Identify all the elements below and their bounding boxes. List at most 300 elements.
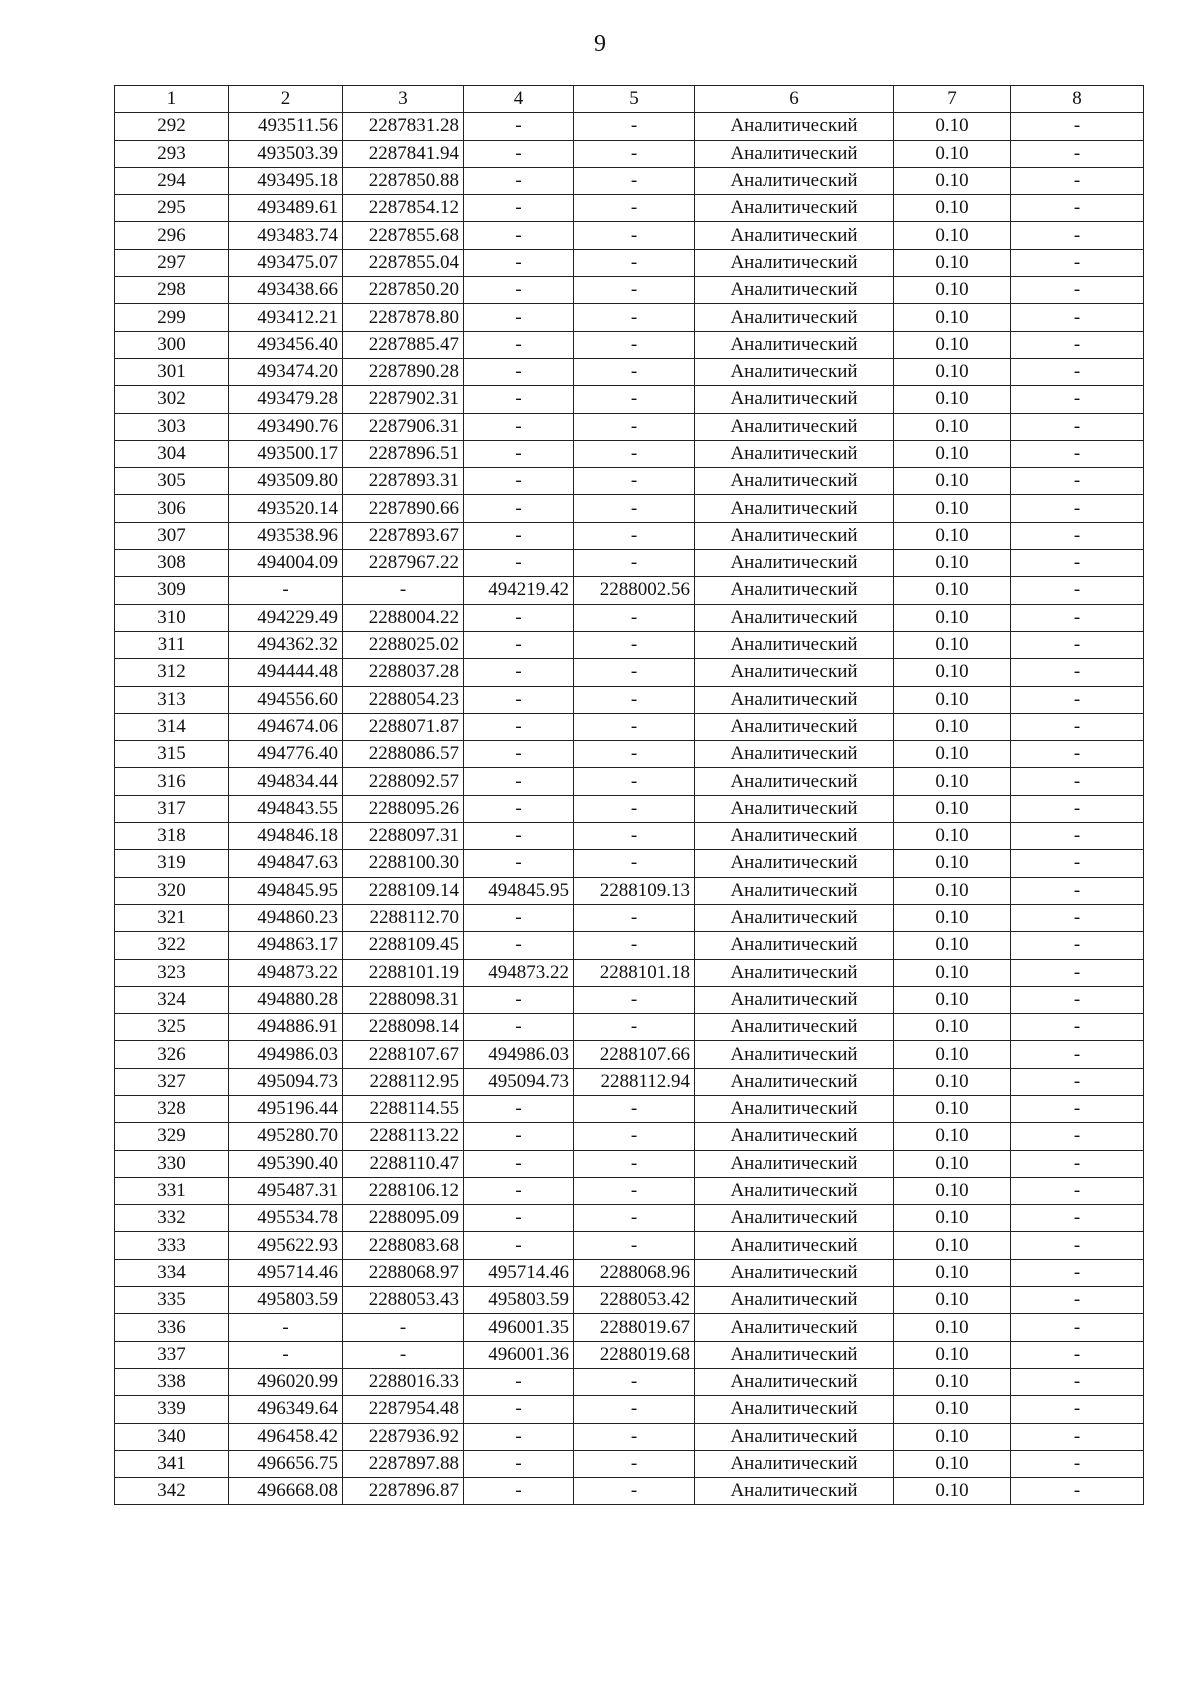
table-cell-col-5: - bbox=[574, 222, 695, 249]
table-row bbox=[115, 768, 1144, 795]
table-cell-col-2: 493489.61 bbox=[229, 195, 343, 222]
table-cell-col-3: 2287890.66 bbox=[343, 495, 464, 522]
table-cell-col-5: - bbox=[574, 1095, 695, 1122]
table-cell-col-7: 0.10 bbox=[894, 1396, 1011, 1423]
table-row bbox=[115, 1368, 1144, 1395]
table-cell-col-1: 336 bbox=[115, 1314, 229, 1341]
table-cell-col-8: - bbox=[1011, 249, 1144, 276]
table-cell-col-2: 495280.70 bbox=[229, 1123, 343, 1150]
table-cell-col-7: 0.10 bbox=[894, 577, 1011, 604]
table-cell-col-2: 493538.96 bbox=[229, 522, 343, 549]
table-cell-col-4: - bbox=[464, 631, 574, 658]
table-cell-col-4: 495714.46 bbox=[464, 1259, 574, 1286]
table-cell-col-1: 309 bbox=[115, 577, 229, 604]
table-cell-col-7: 0.10 bbox=[894, 850, 1011, 877]
table-cell-col-7: 0.10 bbox=[894, 604, 1011, 631]
table-cell-col-8: - bbox=[1011, 1123, 1144, 1150]
table-cell-col-4: - bbox=[464, 195, 574, 222]
table-cell-col-6: Аналитический bbox=[695, 1450, 894, 1477]
table-cell-col-8: - bbox=[1011, 577, 1144, 604]
table-cell-col-7: 0.10 bbox=[894, 550, 1011, 577]
table-cell-col-2: 494847.63 bbox=[229, 850, 343, 877]
table-cell-col-8: - bbox=[1011, 1232, 1144, 1259]
table-cell-col-5: - bbox=[574, 195, 695, 222]
table-cell-col-6: Аналитический bbox=[695, 659, 894, 686]
table-cell-col-1: 317 bbox=[115, 795, 229, 822]
table-cell-col-3: 2288054.23 bbox=[343, 686, 464, 713]
table-cell-col-5: - bbox=[574, 795, 695, 822]
table-cell-col-7: 0.10 bbox=[894, 741, 1011, 768]
table-cell-col-8: - bbox=[1011, 959, 1144, 986]
table-row bbox=[115, 932, 1144, 959]
table-cell-col-6: Аналитический bbox=[695, 932, 894, 959]
table-cell-col-2: 493500.17 bbox=[229, 440, 343, 467]
table-cell-col-5: - bbox=[574, 604, 695, 631]
table-cell-col-4: - bbox=[464, 140, 574, 167]
table-cell-col-8: - bbox=[1011, 222, 1144, 249]
table-cell-col-4: - bbox=[464, 1123, 574, 1150]
table-cell-col-2: 494556.60 bbox=[229, 686, 343, 713]
table-cell-col-5: - bbox=[574, 522, 695, 549]
table-cell-col-4: - bbox=[464, 904, 574, 931]
table-row bbox=[115, 1423, 1144, 1450]
table-cell-col-8: - bbox=[1011, 1396, 1144, 1423]
table-row bbox=[115, 1341, 1144, 1368]
table-row bbox=[115, 113, 1144, 140]
table-cell-col-1: 328 bbox=[115, 1095, 229, 1122]
table-cell-col-3: 2288109.14 bbox=[343, 877, 464, 904]
table-cell-col-7: 0.10 bbox=[894, 304, 1011, 331]
table-cell-col-1: 333 bbox=[115, 1232, 229, 1259]
table-cell-col-5: - bbox=[574, 495, 695, 522]
table-row bbox=[115, 795, 1144, 822]
table-cell-col-2: 495196.44 bbox=[229, 1095, 343, 1122]
table-cell-col-6: Аналитический bbox=[695, 550, 894, 577]
table-cell-col-7: 0.10 bbox=[894, 1478, 1011, 1505]
table-cell-col-4: - bbox=[464, 932, 574, 959]
table-cell-col-4: 494219.42 bbox=[464, 577, 574, 604]
table-cell-col-4: 496001.36 bbox=[464, 1341, 574, 1368]
table-cell-col-1: 342 bbox=[115, 1478, 229, 1505]
table-cell-col-1: 318 bbox=[115, 823, 229, 850]
table-cell-col-1: 302 bbox=[115, 386, 229, 413]
table-cell-col-4: 495803.59 bbox=[464, 1287, 574, 1314]
table-cell-col-3: 2287902.31 bbox=[343, 386, 464, 413]
table-cell-col-1: 327 bbox=[115, 1068, 229, 1095]
table-cell-col-4: - bbox=[464, 604, 574, 631]
table-cell-col-8: - bbox=[1011, 468, 1144, 495]
table-cell-col-2: - bbox=[229, 577, 343, 604]
table-cell-col-3: 2287896.87 bbox=[343, 1478, 464, 1505]
header-cell-5: 5 bbox=[574, 86, 695, 113]
table-cell-col-2: 496668.08 bbox=[229, 1478, 343, 1505]
table-cell-col-3: 2287897.88 bbox=[343, 1450, 464, 1477]
table-cell-col-3: 2288100.30 bbox=[343, 850, 464, 877]
table-cell-col-5: - bbox=[574, 1396, 695, 1423]
table-cell-col-2: 496458.42 bbox=[229, 1423, 343, 1450]
table-cell-col-7: 0.10 bbox=[894, 1205, 1011, 1232]
table-cell-col-1: 308 bbox=[115, 550, 229, 577]
table-row bbox=[115, 959, 1144, 986]
table-cell-col-8: - bbox=[1011, 932, 1144, 959]
table-cell-col-7: 0.10 bbox=[894, 631, 1011, 658]
table-cell-col-4: - bbox=[464, 713, 574, 740]
table-cell-col-8: - bbox=[1011, 413, 1144, 440]
table-cell-col-5: - bbox=[574, 631, 695, 658]
table-cell-col-4: - bbox=[464, 686, 574, 713]
header-cell-6: 6 bbox=[695, 86, 894, 113]
table-cell-col-3: 2287850.20 bbox=[343, 277, 464, 304]
table-cell-col-4: - bbox=[464, 277, 574, 304]
table-cell-col-5: - bbox=[574, 1423, 695, 1450]
table-cell-col-7: 0.10 bbox=[894, 1123, 1011, 1150]
table-cell-col-4: - bbox=[464, 1232, 574, 1259]
table-row bbox=[115, 1095, 1144, 1122]
table-cell-col-6: Аналитический bbox=[695, 304, 894, 331]
table-cell-col-6: Аналитический bbox=[695, 1478, 894, 1505]
table-cell-col-2: 494444.48 bbox=[229, 659, 343, 686]
table-cell-col-7: 0.10 bbox=[894, 986, 1011, 1013]
table-cell-col-5: 2288068.96 bbox=[574, 1259, 695, 1286]
table-row bbox=[115, 413, 1144, 440]
table-cell-col-1: 323 bbox=[115, 959, 229, 986]
table-cell-col-2: 493479.28 bbox=[229, 386, 343, 413]
table-cell-col-4: - bbox=[464, 768, 574, 795]
table-cell-col-2: 493511.56 bbox=[229, 113, 343, 140]
table-cell-col-2: 493456.40 bbox=[229, 331, 343, 358]
table-cell-col-6: Аналитический bbox=[695, 1232, 894, 1259]
table-cell-col-5: - bbox=[574, 386, 695, 413]
table-cell-col-2: 495487.31 bbox=[229, 1177, 343, 1204]
table-cell-col-4: - bbox=[464, 386, 574, 413]
table-cell-col-6: Аналитический bbox=[695, 495, 894, 522]
table-cell-col-5: - bbox=[574, 304, 695, 331]
table-cell-col-5: 2288019.68 bbox=[574, 1341, 695, 1368]
table-cell-col-3: 2287831.28 bbox=[343, 113, 464, 140]
table-cell-col-6: Аналитический bbox=[695, 986, 894, 1013]
table-cell-col-4: - bbox=[464, 1014, 574, 1041]
table-cell-col-7: 0.10 bbox=[894, 1450, 1011, 1477]
table-cell-col-6: Аналитический bbox=[695, 331, 894, 358]
table-cell-col-2: 493490.76 bbox=[229, 413, 343, 440]
table-row bbox=[115, 1478, 1144, 1505]
table-cell-col-4: 495094.73 bbox=[464, 1068, 574, 1095]
header-row bbox=[115, 86, 1144, 113]
table-cell-col-3: 2288097.31 bbox=[343, 823, 464, 850]
table-cell-col-8: - bbox=[1011, 195, 1144, 222]
table-cell-col-2: 494776.40 bbox=[229, 741, 343, 768]
table-row bbox=[115, 1450, 1144, 1477]
table-row bbox=[115, 1068, 1144, 1095]
table-cell-col-5: - bbox=[574, 659, 695, 686]
table-cell-col-8: - bbox=[1011, 495, 1144, 522]
table-cell-col-7: 0.10 bbox=[894, 440, 1011, 467]
table-row bbox=[115, 440, 1144, 467]
table-cell-col-3: 2287906.31 bbox=[343, 413, 464, 440]
table-cell-col-4: 494873.22 bbox=[464, 959, 574, 986]
table-cell-col-8: - bbox=[1011, 823, 1144, 850]
table-cell-col-8: - bbox=[1011, 741, 1144, 768]
table-cell-col-2: 494674.06 bbox=[229, 713, 343, 740]
table-cell-col-2: 493412.21 bbox=[229, 304, 343, 331]
table-cell-col-8: - bbox=[1011, 331, 1144, 358]
table-cell-col-3: 2287890.28 bbox=[343, 358, 464, 385]
table-cell-col-3: 2288025.02 bbox=[343, 631, 464, 658]
table-cell-col-4: - bbox=[464, 1450, 574, 1477]
table-cell-col-1: 326 bbox=[115, 1041, 229, 1068]
table-cell-col-2: 494863.17 bbox=[229, 932, 343, 959]
table-cell-col-1: 310 bbox=[115, 604, 229, 631]
table-cell-col-6: Аналитический bbox=[695, 1068, 894, 1095]
table-cell-col-5: - bbox=[574, 1232, 695, 1259]
table-cell-col-1: 330 bbox=[115, 1150, 229, 1177]
table-row bbox=[115, 195, 1144, 222]
table-cell-col-7: 0.10 bbox=[894, 659, 1011, 686]
table-cell-col-2: 493509.80 bbox=[229, 468, 343, 495]
table-cell-col-5: - bbox=[574, 440, 695, 467]
table-cell-col-1: 314 bbox=[115, 713, 229, 740]
table-cell-col-8: - bbox=[1011, 1478, 1144, 1505]
table-cell-col-6: Аналитический bbox=[695, 713, 894, 740]
table-cell-col-8: - bbox=[1011, 659, 1144, 686]
table-cell-col-2: 494873.22 bbox=[229, 959, 343, 986]
table-cell-col-5: - bbox=[574, 768, 695, 795]
table-row bbox=[115, 604, 1144, 631]
table-row bbox=[115, 1205, 1144, 1232]
table-cell-col-6: Аналитический bbox=[695, 904, 894, 931]
table-cell-col-4: - bbox=[464, 659, 574, 686]
table-cell-col-1: 307 bbox=[115, 522, 229, 549]
table-cell-col-8: - bbox=[1011, 1314, 1144, 1341]
table-cell-col-3: 2288037.28 bbox=[343, 659, 464, 686]
table-cell-col-5: - bbox=[574, 1368, 695, 1395]
table-cell-col-4: - bbox=[464, 1205, 574, 1232]
table-cell-col-4: - bbox=[464, 1396, 574, 1423]
table-row bbox=[115, 850, 1144, 877]
table-cell-col-1: 304 bbox=[115, 440, 229, 467]
table-cell-col-4: - bbox=[464, 795, 574, 822]
table-cell-col-1: 306 bbox=[115, 495, 229, 522]
table-cell-col-1: 313 bbox=[115, 686, 229, 713]
table-cell-col-6: Аналитический bbox=[695, 249, 894, 276]
table-cell-col-2: 496656.75 bbox=[229, 1450, 343, 1477]
table-cell-col-4: - bbox=[464, 1177, 574, 1204]
table-cell-col-2: - bbox=[229, 1341, 343, 1368]
table-cell-col-6: Аналитический bbox=[695, 413, 894, 440]
table-cell-col-3: 2287855.04 bbox=[343, 249, 464, 276]
table-cell-col-1: 312 bbox=[115, 659, 229, 686]
table-row bbox=[115, 1177, 1144, 1204]
table-cell-col-8: - bbox=[1011, 986, 1144, 1013]
table-cell-col-8: - bbox=[1011, 768, 1144, 795]
table-cell-col-7: 0.10 bbox=[894, 222, 1011, 249]
table-row bbox=[115, 167, 1144, 194]
table-cell-col-3: 2288112.70 bbox=[343, 904, 464, 931]
page-number: 9 bbox=[594, 31, 606, 57]
table-cell-col-8: - bbox=[1011, 604, 1144, 631]
table-row bbox=[115, 222, 1144, 249]
table-cell-col-6: Аналитический bbox=[695, 1177, 894, 1204]
table-cell-col-5: - bbox=[574, 686, 695, 713]
table-cell-col-5: - bbox=[574, 331, 695, 358]
table-cell-col-7: 0.10 bbox=[894, 522, 1011, 549]
table-cell-col-2: 496020.99 bbox=[229, 1368, 343, 1395]
table-row bbox=[115, 1014, 1144, 1041]
table-cell-col-1: 305 bbox=[115, 468, 229, 495]
table-cell-col-8: - bbox=[1011, 1068, 1144, 1095]
table-cell-col-4: - bbox=[464, 850, 574, 877]
table-cell-col-2: 494362.32 bbox=[229, 631, 343, 658]
table-cell-col-3: 2287896.51 bbox=[343, 440, 464, 467]
table-cell-col-1: 303 bbox=[115, 413, 229, 440]
table-row bbox=[115, 1259, 1144, 1286]
table-cell-col-7: 0.10 bbox=[894, 1368, 1011, 1395]
table-row bbox=[115, 1150, 1144, 1177]
table-cell-col-6: Аналитический bbox=[695, 386, 894, 413]
table-cell-col-7: 0.10 bbox=[894, 386, 1011, 413]
table-cell-col-5: 2288101.18 bbox=[574, 959, 695, 986]
table-cell-col-7: 0.10 bbox=[894, 249, 1011, 276]
table-cell-col-8: - bbox=[1011, 522, 1144, 549]
table-row bbox=[115, 304, 1144, 331]
table-cell-col-8: - bbox=[1011, 1205, 1144, 1232]
table-cell-col-7: 0.10 bbox=[894, 904, 1011, 931]
table-cell-col-7: 0.10 bbox=[894, 1177, 1011, 1204]
table-cell-col-4: 494986.03 bbox=[464, 1041, 574, 1068]
table-cell-col-4: - bbox=[464, 167, 574, 194]
table-cell-col-5: - bbox=[574, 1014, 695, 1041]
table-cell-col-8: - bbox=[1011, 877, 1144, 904]
table-cell-col-8: - bbox=[1011, 1014, 1144, 1041]
table-row bbox=[115, 1123, 1144, 1150]
table-cell-col-1: 301 bbox=[115, 358, 229, 385]
table-cell-col-1: 299 bbox=[115, 304, 229, 331]
table-cell-col-1: 293 bbox=[115, 140, 229, 167]
table-cell-col-6: Аналитический bbox=[695, 440, 894, 467]
table-cell-col-6: Аналитический bbox=[695, 1123, 894, 1150]
table-row bbox=[115, 331, 1144, 358]
table-cell-col-5: - bbox=[574, 249, 695, 276]
table-row bbox=[115, 277, 1144, 304]
table-row bbox=[115, 713, 1144, 740]
table-cell-col-1: 324 bbox=[115, 986, 229, 1013]
table-cell-col-2: 494843.55 bbox=[229, 795, 343, 822]
table-cell-col-6: Аналитический bbox=[695, 631, 894, 658]
table-cell-col-5: - bbox=[574, 1150, 695, 1177]
table-cell-col-2: 493475.07 bbox=[229, 249, 343, 276]
table-cell-col-6: Аналитический bbox=[695, 1041, 894, 1068]
table-cell-col-6: Аналитический bbox=[695, 741, 894, 768]
table-cell-col-2: 493483.74 bbox=[229, 222, 343, 249]
table-cell-col-2: 493520.14 bbox=[229, 495, 343, 522]
table-cell-col-6: Аналитический bbox=[695, 850, 894, 877]
table-cell-col-3: 2288114.55 bbox=[343, 1095, 464, 1122]
table-cell-col-4: - bbox=[464, 331, 574, 358]
table-row bbox=[115, 877, 1144, 904]
table-cell-col-1: 311 bbox=[115, 631, 229, 658]
table-cell-col-5: - bbox=[574, 904, 695, 931]
table-cell-col-3: 2288092.57 bbox=[343, 768, 464, 795]
table-cell-col-6: Аналитический bbox=[695, 195, 894, 222]
table-cell-col-4: - bbox=[464, 522, 574, 549]
table-cell-col-8: - bbox=[1011, 1177, 1144, 1204]
table-cell-col-5: 2288112.94 bbox=[574, 1068, 695, 1095]
table-cell-col-2: 495803.59 bbox=[229, 1287, 343, 1314]
table-cell-col-4: - bbox=[464, 823, 574, 850]
table-cell-col-6: Аналитический bbox=[695, 358, 894, 385]
table-row bbox=[115, 986, 1144, 1013]
table-cell-col-6: Аналитический bbox=[695, 686, 894, 713]
table-cell-col-2: 493438.66 bbox=[229, 277, 343, 304]
table-cell-col-7: 0.10 bbox=[894, 686, 1011, 713]
table-cell-col-6: Аналитический bbox=[695, 113, 894, 140]
table-cell-col-4: - bbox=[464, 222, 574, 249]
table-cell-col-1: 300 bbox=[115, 331, 229, 358]
table-cell-col-3: 2287893.67 bbox=[343, 522, 464, 549]
table-cell-col-2: 493495.18 bbox=[229, 167, 343, 194]
table-cell-col-8: - bbox=[1011, 140, 1144, 167]
table-cell-col-2: 494860.23 bbox=[229, 904, 343, 931]
table-cell-col-8: - bbox=[1011, 167, 1144, 194]
table-cell-col-8: - bbox=[1011, 686, 1144, 713]
table-cell-col-3: - bbox=[343, 1314, 464, 1341]
table-cell-col-6: Аналитический bbox=[695, 877, 894, 904]
table-cell-col-1: 331 bbox=[115, 1177, 229, 1204]
table-cell-col-5: - bbox=[574, 113, 695, 140]
table-cell-col-3: 2287954.48 bbox=[343, 1396, 464, 1423]
table-cell-col-8: - bbox=[1011, 440, 1144, 467]
table-cell-col-5: - bbox=[574, 741, 695, 768]
coordinates-table bbox=[114, 85, 1144, 1505]
table-cell-col-6: Аналитический bbox=[695, 167, 894, 194]
table-cell-col-6: Аналитический bbox=[695, 577, 894, 604]
table-row bbox=[115, 1396, 1144, 1423]
table-cell-col-7: 0.10 bbox=[894, 167, 1011, 194]
table-row bbox=[115, 1232, 1144, 1259]
table-cell-col-3: 2288016.33 bbox=[343, 1368, 464, 1395]
table-cell-col-7: 0.10 bbox=[894, 1041, 1011, 1068]
table-cell-col-3: 2288098.14 bbox=[343, 1014, 464, 1041]
table-cell-col-2: 493503.39 bbox=[229, 140, 343, 167]
table-row bbox=[115, 522, 1144, 549]
table-cell-col-2: 495390.40 bbox=[229, 1150, 343, 1177]
table-cell-col-1: 292 bbox=[115, 113, 229, 140]
table-cell-col-6: Аналитический bbox=[695, 1287, 894, 1314]
table-cell-col-1: 294 bbox=[115, 167, 229, 194]
table-row bbox=[115, 1041, 1144, 1068]
table-cell-col-7: 0.10 bbox=[894, 795, 1011, 822]
header-cell-4: 4 bbox=[464, 86, 574, 113]
table-cell-col-5: - bbox=[574, 713, 695, 740]
table-row bbox=[115, 741, 1144, 768]
header-cell-7: 7 bbox=[894, 86, 1011, 113]
table-cell-col-6: Аналитический bbox=[695, 1423, 894, 1450]
table-cell-col-3: 2288106.12 bbox=[343, 1177, 464, 1204]
table-cell-col-4: - bbox=[464, 1150, 574, 1177]
table-cell-col-7: 0.10 bbox=[894, 823, 1011, 850]
table-row bbox=[115, 577, 1144, 604]
table-cell-col-3: 2287936.92 bbox=[343, 1423, 464, 1450]
table-cell-col-1: 298 bbox=[115, 277, 229, 304]
table-cell-col-7: 0.10 bbox=[894, 140, 1011, 167]
table-cell-col-8: - bbox=[1011, 1095, 1144, 1122]
table-cell-col-7: 0.10 bbox=[894, 1232, 1011, 1259]
table-row bbox=[115, 249, 1144, 276]
table-cell-col-2: 495714.46 bbox=[229, 1259, 343, 1286]
table-cell-col-8: - bbox=[1011, 1259, 1144, 1286]
table-cell-col-1: 297 bbox=[115, 249, 229, 276]
table-cell-col-6: Аналитический bbox=[695, 1095, 894, 1122]
